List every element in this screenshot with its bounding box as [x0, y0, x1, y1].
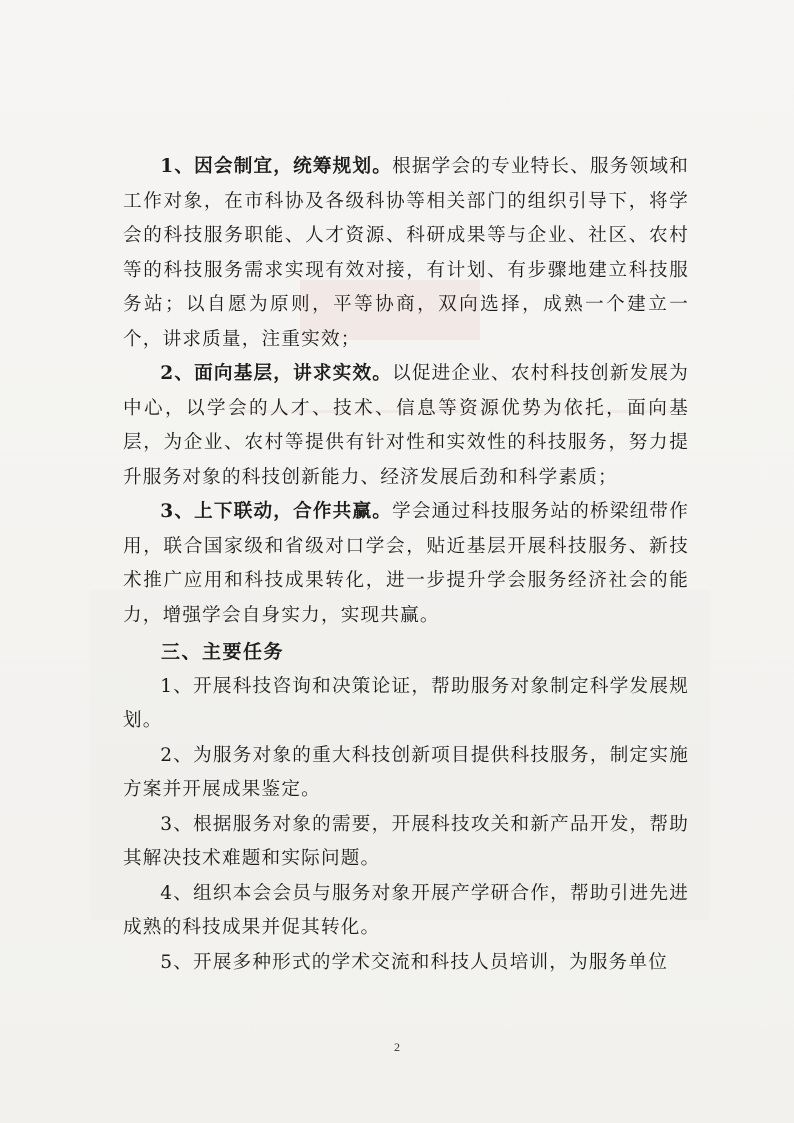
task-item-3: 3、根据服务对象的需要，开展科技攻关和新产品开发，帮助其解决技术难题和实际问题。: [123, 813, 689, 869]
task-item-4: 4、组织本会会员与服务对象开展产学研合作，帮助引进先进成熟的科技成果并促其转化。: [123, 882, 689, 938]
paragraph-principle-1: [123, 150, 689, 357]
task-item-1: 1、开展科技咨询和决策论证，帮助服务对象制定科学发展规划。: [123, 675, 689, 731]
section-heading: 三、主要任务: [161, 641, 285, 663]
paragraph-text: 根据学会的专业特长、服务领域和工作对象，在市科协及各级科协等相关部门的组织引导下，将学会的科技服务职能、人才资源、科研成果等与企业、社区、农村等的科技服务需求实现有效对接，有计划、有步骤地建立科技服务站；以自愿为原则，平等协商，双向选择，成熟一个建立一个，讲求质量，注重实效；: [123, 156, 689, 350]
paragraph-lead: 3、上下联动，合作共赢。: [160, 501, 393, 522]
paragraph-principle-2: [123, 357, 689, 495]
paragraph-principle-3: [123, 495, 689, 633]
paragraph-lead: 2、面向基层，讲求实效。: [160, 363, 393, 384]
paragraph-lead: 1、因会制宜，统筹规划。: [160, 156, 393, 177]
task-item-2: 2、为服务对象的重大科技创新项目提供科技服务，制定实施方案并开展成果鉴定。: [123, 744, 689, 800]
paragraph-text: 以促进企业、农村科技创新发展为中心，以学会的人才、技术、信息等资源优势为依托，面向基层，为企业、农村等提供有针对性和实效性的科技服务，努力提升服务对象的科技创新能力、经济发展后劲和科学素质；: [123, 363, 689, 488]
page-number: 2: [394, 1040, 400, 1054]
document-body: [123, 150, 689, 980]
task-item-5: 5、开展多种形式的学术交流和科技人员培训，为服务单位: [160, 951, 669, 973]
paragraph-text: 学会通过科技服务站的桥梁纽带作用，联合国家级和省级对口学会，贴近基层开展科技服务、新技术推广应用和科技成果转化，进一步提升学会服务经济社会的能力，增强学会自身实力，实现共赢。: [123, 501, 689, 626]
